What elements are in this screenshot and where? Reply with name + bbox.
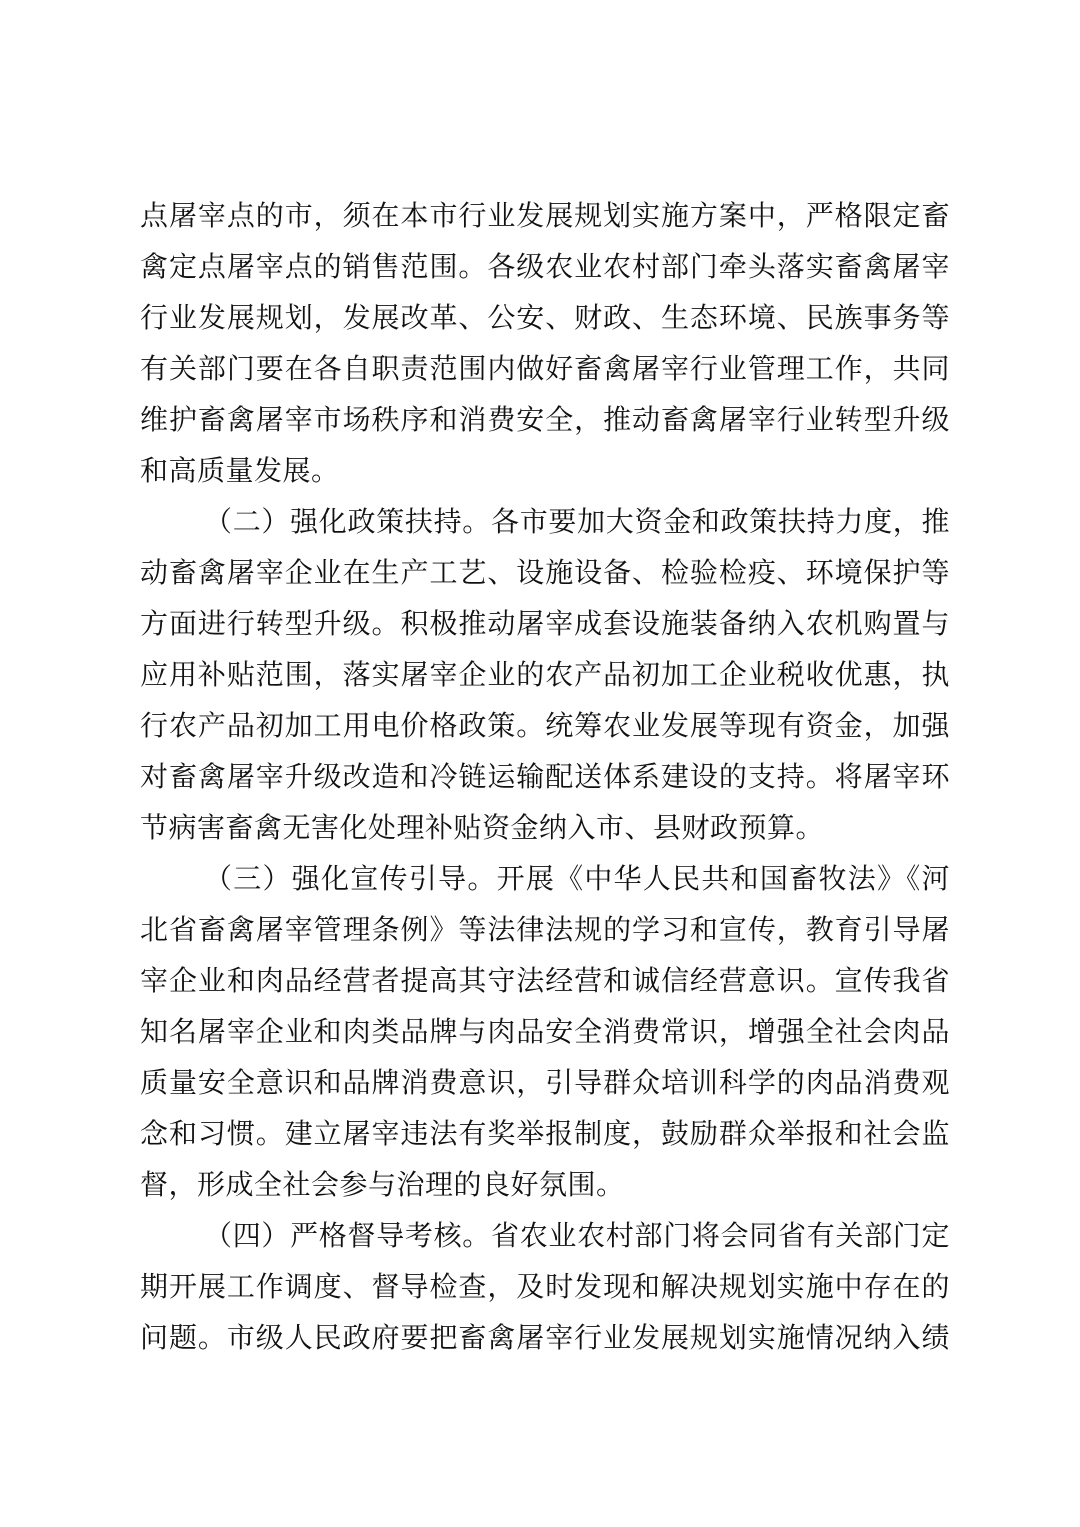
text-line: 维护畜禽屠宰市场秩序和消费安全，推动畜禽屠宰行业转型升级 (140, 403, 950, 436)
paragraph-heading-line: （二）强化政策扶持。各市要加大资金和政策扶持力度，推 (204, 505, 950, 538)
paragraph-1 (140, 190, 950, 496)
text-line: 禽定点屠宰点的销售范围。各级农业农村部门牵头落实畜禽屠宰 (140, 250, 950, 283)
text-line: 和高质量发展。 (140, 454, 340, 487)
paragraph-2 (140, 496, 950, 853)
text-line: 督，形成全社会参与治理的良好氛围。 (140, 1168, 625, 1201)
text-line: 方面进行转型升级。积极推动屠宰成套设施装备纳入农机购置与 (140, 607, 950, 640)
text-line: 念和习惯。建立屠宰违法有奖举报制度，鼓励群众举报和社会监 (140, 1117, 950, 1150)
text-line: 行农产品初加工用电价格政策。统筹农业发展等现有资金，加强 (140, 709, 950, 742)
paragraph-heading-line: （三）强化宣传引导。开展《中华人民共和国畜牧法》《河 (204, 862, 950, 895)
text-line: 节病害畜禽无害化处理补贴资金纳入市、县财政预算。 (140, 811, 825, 844)
text-line: 行业发展规划，发展改革、公安、财政、生态环境、民族事务等 (140, 301, 950, 334)
text-line: 宰企业和肉品经营者提高其守法经营和诚信经营意识。宣传我省 (140, 964, 950, 997)
text-line: 北省畜禽屠宰管理条例》等法律法规的学习和宣传，教育引导屠 (140, 913, 950, 946)
text-line: 有关部门要在各自职责范围内做好畜禽屠宰行业管理工作，共同 (140, 352, 950, 385)
text-line: 期开展工作调度、督导检查，及时发现和解决规划实施中存在的 (140, 1270, 950, 1303)
paragraph-heading-line: （四）严格督导考核。省农业农村部门将会同省有关部门定 (204, 1219, 950, 1252)
text-line: 知名屠宰企业和肉类品牌与肉品安全消费常识，增强全社会肉品 (140, 1015, 950, 1048)
text-line: 动畜禽屠宰企业在生产工艺、设施设备、检验检疫、环境保护等 (140, 556, 950, 589)
text-line: 应用补贴范围，落实屠宰企业的农产品初加工企业税收优惠，执 (140, 658, 950, 691)
text-line: 问题。市级人民政府要把畜禽屠宰行业发展规划实施情况纳入绩 (140, 1321, 950, 1354)
text-line: 点屠宰点的市，须在本市行业发展规划实施方案中，严格限定畜 (140, 199, 950, 232)
text-line: 质量安全意识和品牌消费意识，引导群众培训科学的肉品消费观 (140, 1066, 950, 1099)
document-body (140, 190, 950, 1363)
paragraph-3 (140, 853, 950, 1210)
text-line: 对畜禽屠宰升级改造和冷链运输配送体系建设的支持。将屠宰环 (140, 760, 950, 793)
paragraph-4 (140, 1210, 950, 1363)
